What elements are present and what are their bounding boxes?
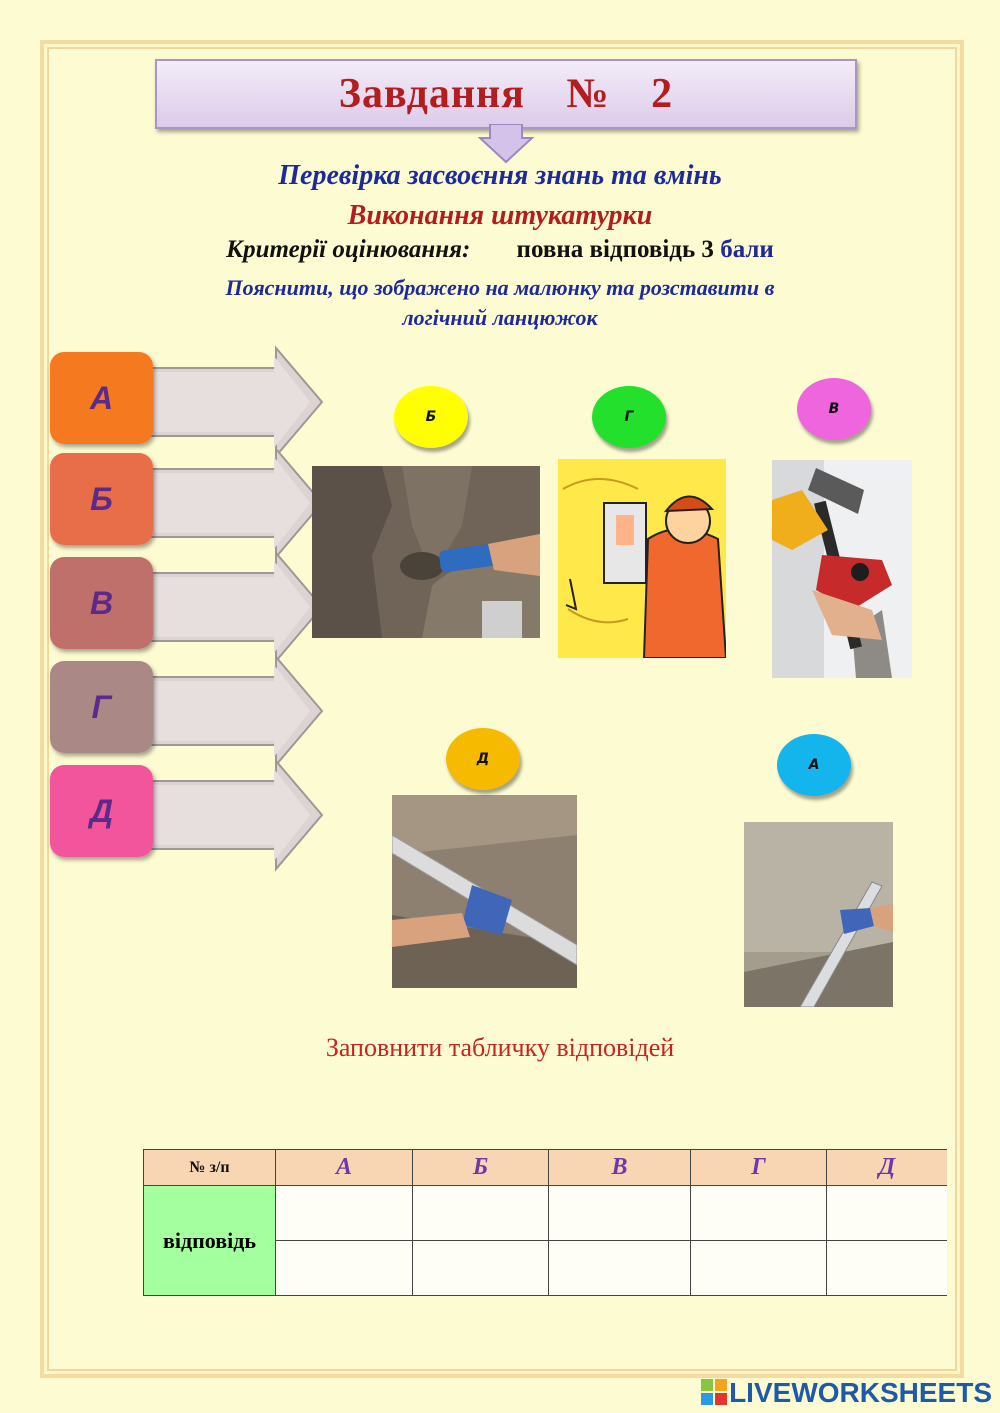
- col-b: Б: [413, 1150, 549, 1186]
- answer-cell-d[interactable]: [827, 1186, 948, 1241]
- drop-arrow-v[interactable]: [150, 549, 325, 665]
- liveworksheets-mark-icon: [701, 1379, 727, 1405]
- hammer-chipping-photo: [772, 460, 912, 678]
- marker-a[interactable]: А: [777, 734, 851, 796]
- answer-cell-v[interactable]: [549, 1186, 691, 1241]
- trowel-plastering-photo: [312, 466, 540, 638]
- answer-table: [143, 1149, 947, 1296]
- marker-v[interactable]: В: [797, 378, 871, 440]
- tab-g[interactable]: [50, 661, 153, 753]
- marker-b[interactable]: Б: [394, 386, 468, 448]
- liveworksheets-logo: [701, 1377, 992, 1409]
- title-banner: [155, 59, 857, 129]
- tab-label: Б: [90, 481, 113, 517]
- criteria-value: повна відповідь 3: [516, 236, 714, 263]
- tab-d[interactable]: [50, 765, 153, 857]
- tab-v[interactable]: [50, 557, 153, 649]
- worker-cartoon-illustration: [558, 459, 726, 658]
- col-g: Г: [691, 1150, 827, 1186]
- topic-title: Виконання штукатурки: [347, 200, 653, 231]
- answer-cell-v-2[interactable]: [549, 1241, 691, 1296]
- col-v: В: [549, 1150, 691, 1186]
- fill-table-instruction: Заповнити табличку відповідей: [325, 1033, 675, 1062]
- answer-cell-b-2[interactable]: [413, 1241, 549, 1296]
- instruction: [0, 273, 1000, 333]
- col-a: А: [276, 1150, 413, 1186]
- rule-wall-photo: [744, 822, 893, 1007]
- criteria-line: [0, 236, 1000, 264]
- tab-b[interactable]: [50, 453, 153, 545]
- marker-d[interactable]: Д: [446, 728, 520, 790]
- subtitle: Перевірка засвоєння знань та вмінь: [278, 160, 722, 191]
- criteria-label: Критерії оцінювання:: [226, 236, 471, 263]
- brand-text: LIVEWORKSHEETS: [729, 1377, 992, 1408]
- answer-cell-a[interactable]: [276, 1186, 413, 1241]
- drop-arrow-b[interactable]: [150, 445, 325, 561]
- drop-arrow-a[interactable]: [150, 344, 325, 460]
- tab-a[interactable]: [50, 352, 153, 444]
- answer-cell-d-2[interactable]: [827, 1241, 948, 1296]
- tab-label: В: [89, 585, 114, 621]
- answer-row-label: відповідь: [144, 1186, 276, 1296]
- answer-cell-b[interactable]: [413, 1186, 549, 1241]
- page-title: Завдання № 2: [338, 71, 674, 117]
- drop-arrow-g[interactable]: [150, 653, 325, 769]
- criteria-unit: бали: [720, 236, 774, 263]
- marker-g[interactable]: Г: [592, 386, 666, 448]
- banner-arrow-icon: [478, 124, 534, 164]
- tab-label: Д: [89, 793, 114, 829]
- rule-leveling-photo: [392, 795, 577, 988]
- col-d: Д: [827, 1150, 948, 1186]
- instruction-line-1: Пояснити, що зображено на малюнку та розставити в: [225, 275, 775, 300]
- tab-label: Г: [91, 689, 112, 725]
- answer-cell-g[interactable]: [691, 1186, 827, 1241]
- table-header-number: № з/п: [144, 1150, 276, 1186]
- instruction-line-2: логічний ланцюжок: [402, 305, 598, 330]
- drop-arrow-d[interactable]: [150, 757, 325, 873]
- answer-cell-a-2[interactable]: [276, 1241, 413, 1296]
- tab-label: А: [89, 380, 114, 416]
- answer-cell-g-2[interactable]: [691, 1241, 827, 1296]
